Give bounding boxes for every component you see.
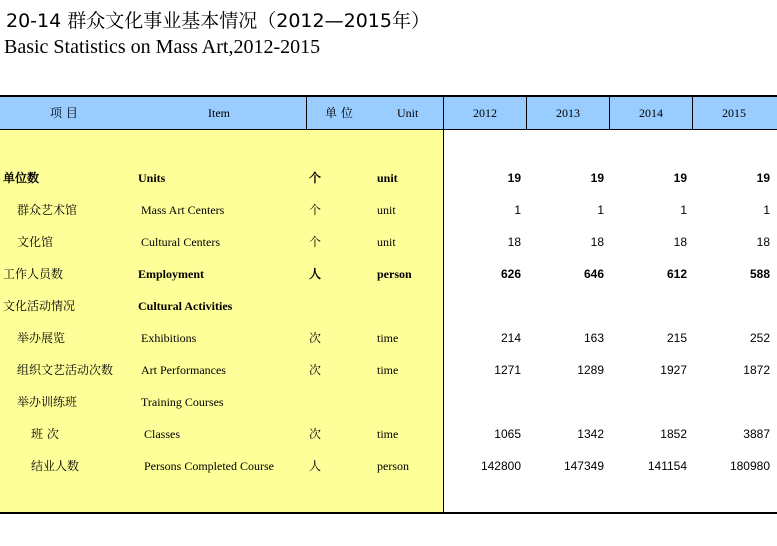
row-label-en: Cultural Activities <box>138 299 233 313</box>
table-row <box>0 167 777 199</box>
table-row <box>0 455 777 487</box>
row-value: 214 <box>500 331 521 345</box>
row-label-cn: 举办展览 <box>17 331 66 345</box>
row-value: 252 <box>749 331 770 345</box>
header-unit-en: Unit <box>397 106 419 120</box>
row-value: 142800 <box>480 459 521 473</box>
row-label-cn: 单位数 <box>3 171 40 185</box>
header-year: 2015 <box>722 106 746 120</box>
row-value: 1872 <box>743 363 770 377</box>
row-value: 19 <box>590 171 604 185</box>
row-unit-en: unit <box>377 171 398 185</box>
page-title-en: Basic Statistics on Mass Art,2012-2015 <box>4 36 321 58</box>
row-label-en: Persons Completed Course <box>144 459 274 473</box>
row-label-en: Mass Art Centers <box>141 203 225 217</box>
table-bottom-rule <box>0 512 777 514</box>
row-label-cn: 结业人数 <box>31 459 80 473</box>
row-value: 18 <box>590 235 604 249</box>
row-label-en: Exhibitions <box>141 331 197 345</box>
row-unit-en: time <box>377 331 399 345</box>
header-item-en: Item <box>208 106 230 120</box>
row-value: 1 <box>680 203 687 217</box>
header-divider <box>306 97 307 129</box>
row-value: 646 <box>583 267 604 281</box>
row-label-en: Art Performances <box>141 363 226 377</box>
row-unit-en: time <box>377 363 399 377</box>
row-value: 1342 <box>577 427 604 441</box>
row-unit-en: person <box>377 459 409 473</box>
row-value: 19 <box>756 171 770 185</box>
row-label-en: Employment <box>138 267 204 281</box>
row-value: 1 <box>514 203 521 217</box>
row-value: 1271 <box>494 363 521 377</box>
row-value: 1 <box>597 203 604 217</box>
row-value: 180980 <box>729 459 770 473</box>
row-value: 612 <box>666 267 687 281</box>
row-value: 1 <box>763 203 770 217</box>
row-unit-en: time <box>377 427 399 441</box>
page-title-cn: 20-14 群众文化事业基本情况（2012—2015年） <box>6 10 430 32</box>
row-value: 215 <box>666 331 687 345</box>
row-value: 163 <box>583 331 604 345</box>
row-unit-cn: 个 <box>309 203 322 217</box>
row-unit-cn: 人 <box>309 267 322 281</box>
row-unit-en: unit <box>377 203 396 217</box>
row-unit-cn: 次 <box>309 363 322 377</box>
header-year: 2012 <box>473 106 497 120</box>
row-value: 141154 <box>647 459 687 473</box>
row-label-cn: 工作人员数 <box>3 267 64 281</box>
row-label-cn: 班 次 <box>31 427 59 441</box>
row-unit-cn: 个 <box>309 171 322 185</box>
table-row <box>0 231 777 263</box>
table-row <box>0 199 777 231</box>
table-row <box>0 263 777 295</box>
row-unit-cn: 人 <box>309 459 322 473</box>
row-label-cn: 文化馆 <box>17 235 54 249</box>
row-unit-en: person <box>377 267 412 281</box>
row-label-cn: 举办训练班 <box>17 395 78 409</box>
row-label-cn: 文化活动情况 <box>3 299 76 313</box>
row-value: 626 <box>500 267 521 281</box>
row-unit-cn: 次 <box>309 427 322 441</box>
header-item-cn: 项 目 <box>50 106 78 120</box>
table-row <box>0 423 777 455</box>
header-year: 2013 <box>556 106 580 120</box>
row-value: 588 <box>749 267 770 281</box>
header-bottom-rule <box>0 129 777 130</box>
header-unit-cn: 单 位 <box>325 106 353 120</box>
row-value: 3887 <box>743 427 770 441</box>
row-value: 1289 <box>577 363 604 377</box>
row-label-en: Units <box>138 171 166 185</box>
header-year: 2014 <box>639 106 663 120</box>
row-label-en: Classes <box>144 427 180 441</box>
row-value: 1927 <box>660 363 687 377</box>
row-value: 18 <box>673 235 687 249</box>
row-label-en: Training Courses <box>141 395 224 409</box>
row-label-cn: 群众艺术馆 <box>17 203 78 217</box>
row-value: 19 <box>673 171 687 185</box>
row-value: 147349 <box>563 459 604 473</box>
table-row <box>0 391 777 423</box>
row-label-en: Cultural Centers <box>141 235 220 249</box>
row-label-cn: 组织文艺活动次数 <box>17 363 114 377</box>
table-row <box>0 327 777 359</box>
row-unit-en: unit <box>377 235 396 249</box>
row-unit-cn: 个 <box>309 235 322 249</box>
row-value: 18 <box>756 235 770 249</box>
row-value: 1065 <box>494 427 521 441</box>
row-value: 18 <box>507 235 521 249</box>
table-row <box>0 359 777 391</box>
row-value: 1852 <box>660 427 687 441</box>
row-unit-cn: 次 <box>309 331 322 345</box>
table-row <box>0 295 777 327</box>
row-value: 19 <box>507 171 521 185</box>
